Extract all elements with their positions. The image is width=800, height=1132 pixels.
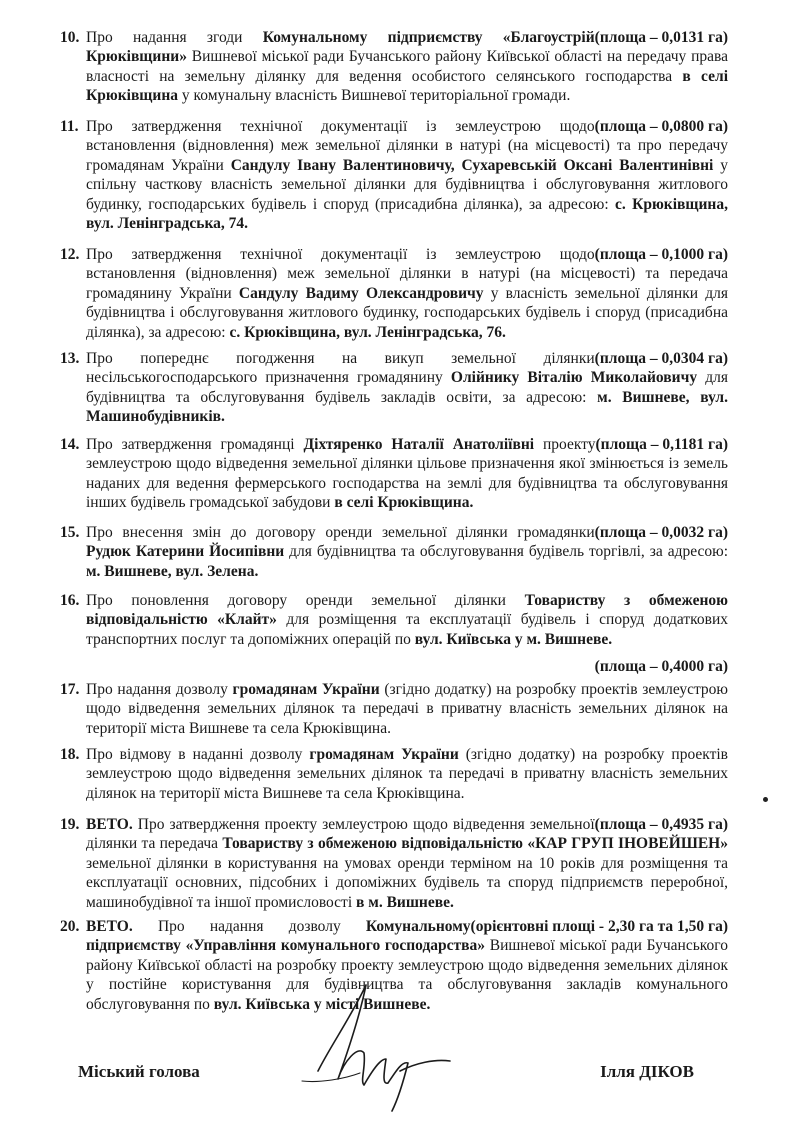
bold-text: громадянам України bbox=[309, 746, 459, 763]
text-run: Про надання згоди bbox=[86, 29, 263, 46]
bold-text: ВЕТО. bbox=[86, 918, 133, 935]
agenda-item-11 bbox=[60, 117, 728, 233]
agenda-item-10 bbox=[60, 28, 728, 106]
signature bbox=[300, 975, 470, 1115]
agenda-item-14 bbox=[60, 435, 728, 513]
bold-text: Комунальному підприємству «Управління комунального господарства» bbox=[86, 918, 486, 955]
area-label: (площа – 0,0131 га) bbox=[594, 29, 728, 46]
area-label: (площа – 0,0032 га) bbox=[594, 524, 728, 541]
area-label: (площа – 0,1000 га) bbox=[594, 246, 728, 263]
bold-text: в селі Крюківщина. bbox=[334, 494, 474, 512]
item-number: 20. bbox=[60, 918, 80, 935]
item-text bbox=[86, 435, 728, 513]
area-label: (площа – 0,4935 га) bbox=[594, 816, 728, 833]
text-run: для розміщення та експлуатації будівель і споруд додаткових транспортних послуг та допоміжних операцій по bbox=[86, 611, 728, 648]
text-run: проекту землеустрою щодо відведення земельної ділянки цільове призначення якої змінюється із земель наданих для ведення фермерського господарства на землі для будівництва та обслуговування інших будівель громадської забудови bbox=[86, 436, 728, 512]
item-number: 10. bbox=[60, 29, 80, 46]
agenda-item-17 bbox=[60, 680, 728, 738]
item-number: 12. bbox=[60, 246, 80, 263]
bold-text: м. Вишневе, вул. Зелена. bbox=[86, 562, 259, 580]
text-run: Про затвердження технічної документації із землеустрою щодо встановлення (відновлення) меж земельної ділянки в натурі (на місцевості) та про передачу громадянам України bbox=[86, 118, 728, 174]
item-number: 11. bbox=[60, 118, 79, 135]
agenda-item-16 bbox=[60, 591, 728, 677]
bold-text: Товариству з обмеженою відповідальністю «КАР ГРУП ІНОВЕЙШЕН» bbox=[222, 835, 728, 853]
bold-text: Рудюк Катерини Йосипівни bbox=[86, 543, 285, 561]
item-text bbox=[86, 245, 728, 342]
mayor-title: Міський голова bbox=[78, 1062, 200, 1081]
item-text bbox=[86, 745, 728, 803]
text-run: у спільну часткову власність земельної ділянки для будівництва і обслуговування житлового будинку, господарських будівель і споруд (присадибна ділянка), за адресою: bbox=[86, 156, 729, 213]
text-run: для будівництва та обслуговування будівель закладів освіти, за адресою: bbox=[86, 369, 728, 406]
bold-text: Комунальному підприємству «Благоустрій Крюківщини» bbox=[86, 29, 595, 66]
item-text bbox=[86, 28, 728, 106]
bold-text: м. Вишневе, вул. Машинобудівників. bbox=[86, 388, 729, 426]
bold-text: вул. Київська у м. Вишневе. bbox=[414, 630, 613, 648]
bold-text: Товариству з обмеженою відповідальністю «Клайт» bbox=[86, 592, 728, 629]
item-text bbox=[86, 680, 728, 738]
text-run: Про надання дозволу bbox=[132, 918, 366, 935]
text-run: Вишневої міської ради Бучанського району Київської області на передачу права власності на земельну ділянку для ведення особистого селянського господарства bbox=[86, 48, 728, 85]
item-number: 15. bbox=[60, 524, 80, 541]
bold-text: вул. Київська у місті Вишневе. bbox=[213, 995, 431, 1013]
item-number: 14. bbox=[60, 436, 80, 453]
agenda-item-15 bbox=[60, 523, 728, 581]
text-run: Про поновлення договору оренди земельної ділянки bbox=[86, 592, 525, 609]
item-number: 19. bbox=[60, 816, 80, 833]
text-run: для будівництва та обслуговування будівель торгівлі, за адресою: bbox=[284, 543, 728, 561]
item-text bbox=[86, 349, 728, 427]
area-label: (площа – 0,0304 га) bbox=[594, 350, 728, 367]
text-run: Про затвердження проекту землеустрою щодо відведення земельної ділянки та передача bbox=[86, 816, 595, 853]
item-number: 16. bbox=[60, 592, 80, 609]
agenda-item-12 bbox=[60, 245, 728, 342]
bold-text: Сандулу Вадиму Олександровичу bbox=[238, 284, 484, 302]
text-run: Про відмову в наданні дозволу bbox=[86, 746, 310, 763]
bold-text: с. Крюківщина, вул. Ленінградська, 76. bbox=[229, 323, 506, 341]
text-run: Про затвердження технічної документації із землеустрою щодо встановлення (відновлення) меж земельної ділянки в натурі (на місцевості) та передача громадянину України bbox=[86, 246, 728, 302]
mayor-name: Ілля ДІКОВ bbox=[600, 1062, 694, 1081]
bold-text: громадянам України bbox=[232, 681, 380, 698]
item-number: 17. bbox=[60, 681, 80, 698]
text-run: (згідно додатку) на розробку проектів землеустрою щодо відведення земельних ділянок та передачі в приватну власність земельних ділянок на території міста Вишневе та села Крюківщина. bbox=[86, 746, 729, 802]
area-label: (площа – 0,0800 га) bbox=[594, 118, 728, 135]
text-run: Вишневої міської ради Бучанського району Київської області на розробку проекту землеустрою щодо відведення земельних ділянок у постійне користування для будівництва та обслуговування закладів комунального обслуговування по bbox=[86, 937, 728, 1013]
text-run: Про затвердження громадянці bbox=[86, 436, 304, 453]
area-label: (орієнтовні площі - 2,30 га та 1,50 га) bbox=[470, 918, 728, 935]
item-number: 13. bbox=[60, 350, 80, 367]
agenda-item-18 bbox=[60, 745, 728, 803]
item-text bbox=[86, 523, 728, 581]
text-run: у власність земельної ділянки для будівництва і обслуговування житлового будинку, господарських будівель і споруд (присадибна ділянка), за адресою: bbox=[86, 284, 728, 341]
bold-text: Олійнику Віталію Миколайовичу bbox=[450, 369, 698, 387]
bold-text: Діхтяренко Наталії Анатоліївні bbox=[303, 436, 535, 453]
text-run: земельної ділянки в користування на умовах оренди терміном на 10 років для розміщення та експлуатації основних, підсобних і допоміжних будівель та споруд підприємств переробної, машинобудівної та іншої промисловості bbox=[86, 854, 728, 911]
item-text bbox=[86, 815, 728, 912]
text-run: Про попереднє погодження на викуп земельної ділянки несільськогосподарського призначення громадянину bbox=[86, 350, 595, 387]
bold-text: в селі Крюківщина bbox=[86, 67, 728, 105]
agenda-item-19 bbox=[60, 815, 728, 912]
item-text bbox=[86, 591, 728, 649]
text-run: Про внесення змін до договору оренди земельної ділянки громадянки bbox=[86, 524, 595, 541]
agenda-item-13 bbox=[60, 349, 728, 427]
ink-dot bbox=[763, 797, 768, 802]
item-number: 18. bbox=[60, 746, 80, 763]
bold-text: в м. Вишневе. bbox=[356, 893, 454, 911]
bold-text: Сандулу Івану Валентиновичу, Сухаревській Оксані Валентинівні bbox=[230, 156, 714, 174]
text-run: (згідно додатку) на розробку проектів землеустрою щодо відведення земельних ділянок та передачі в приватну власність земельних ділянок на території міста Вишневе та села Крюківщина. bbox=[86, 681, 728, 737]
area-label: (площа – 0,1181 га) bbox=[595, 436, 728, 453]
text-run: Про надання дозволу bbox=[86, 681, 233, 698]
bold-text: с. Крюківщина, вул. Ленінградська, 74. bbox=[86, 195, 728, 233]
bold-text: ВЕТО. bbox=[86, 816, 133, 833]
area-label: (площа – 0,4000 га) bbox=[594, 658, 728, 676]
item-text bbox=[86, 117, 728, 233]
text-run: у комунальну власність Вишневої територіальної громади. bbox=[178, 87, 571, 105]
